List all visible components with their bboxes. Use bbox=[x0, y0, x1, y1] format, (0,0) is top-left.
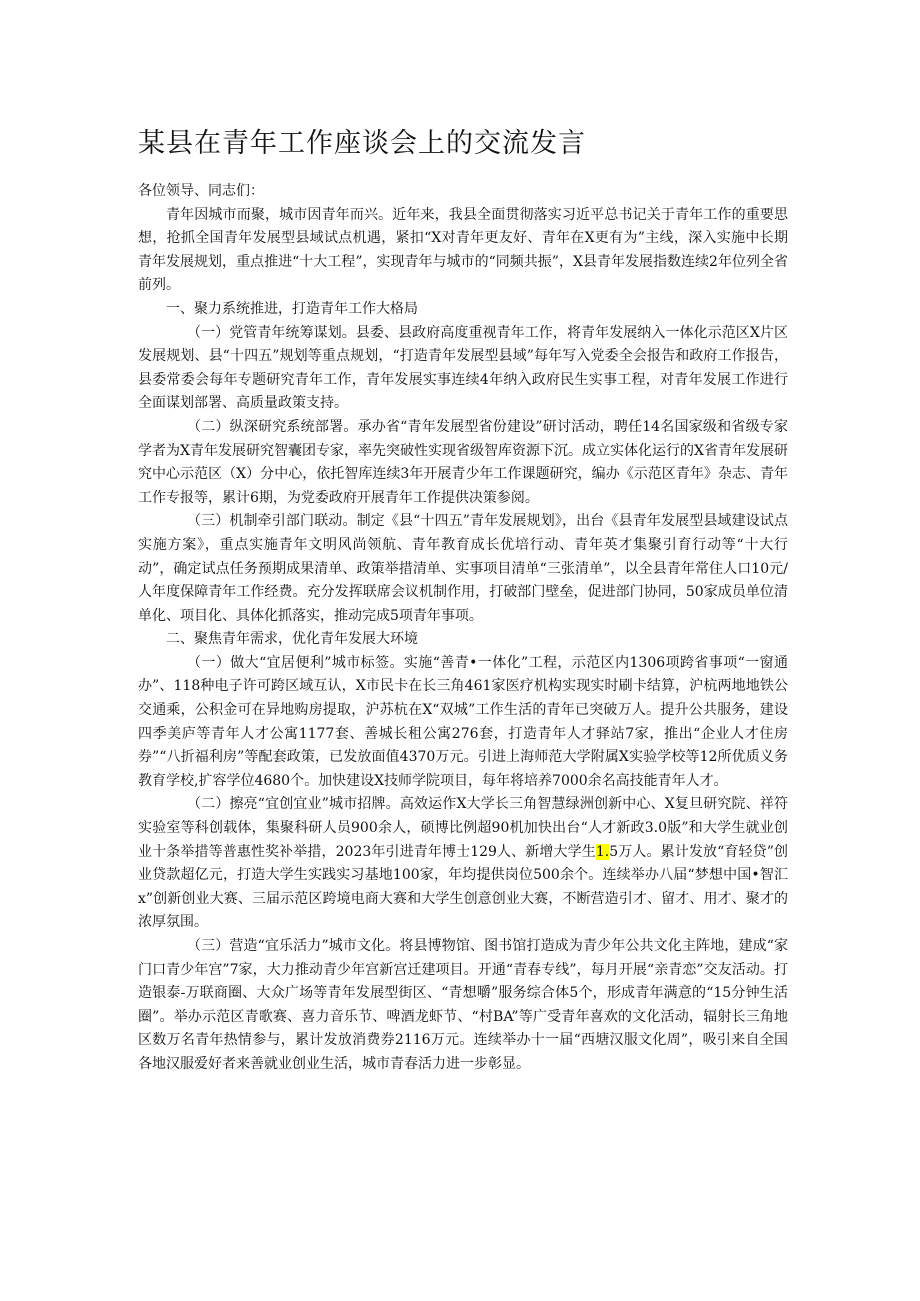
section-1-heading: 一、聚力系统推进，打造青年工作大格局 bbox=[166, 300, 418, 317]
document-body bbox=[138, 180, 788, 1077]
section-2-paragraph-1: （一）做大“宜居便利”城市标签。实施“善青•一体化”工程，示范区内1306项跨省事项“一窗通办”、118种电子许可跨区域互认，X市民卡在长三角461家医疗机构实现实时刷卡结算，沪杭两地地铁公交通乘，公积金可在异地购房提取，沪苏杭在X“双城”工作生活的青年已突破万人。提升公共服务，建设四季美庐等青年人才公寓1177套、善城长租公寓276套，打造青年人才驿站7家，推出“企业人才住房券”“八折福利房”等配套政策，已发放面值4370万元。引进上海师范大学附属X实验学校等12所优质义务教育学校,扩容学位4680个。加快建设X技师学院项目，每年将培养7000余名高技能青年人才。 bbox=[138, 654, 788, 789]
highlighted-text: 1. bbox=[595, 843, 610, 860]
document-title: 某县在青年工作座谈会上的交流发言 bbox=[138, 128, 586, 159]
section-2-paragraph-3: （三）营造“宜乐活力”城市文化。将县博物馆、图书馆打造成为青少年公共文化主阵地，建成“家门口青少年宫”7家，大力推动青少年宫新宫迁建项目。开通“青春专线”，每月开展“亲青恋”交友活动。打造银泰-万联商圈、大众广场等青年发展型街区、“青想嚼”服务综合体5个，形成青年满意的“15分钟生活圈”。举办示范区青歌赛、喜力音乐节、啤酒龙虾节、“村BA”等广受青年喜欢的文化活动，辐射长三角地区数万名青年热情参与，累计发放消费券2116万元。连续举办十一届“西塘汉服文化周”，吸引来自全国各地汉服爱好者来善就业创业生活，城市青春活力进一步彰显。 bbox=[138, 938, 788, 1072]
paragraph-text-after-highlight: 5万人。累计发放“育轻贷”创业贷款超亿元，打造大学生实践实习基地100家，年均提供岗位500余个。连续举办八届“梦想中国•智汇x”创新创业大赛、三届示范区跨境电商大赛和大学生创意创业大赛，不断营造引才、留才、用才、聚才的浓厚氛围。 bbox=[138, 843, 788, 931]
section-1-paragraph-1: （一）党管青年统筹谋划。县委、县政府高度重视青年工作，将青年发展纳入一体化示范区X片区发展规划、县“十四五”规划等重点规划，“打造青年发展型县域”每年写入党委全会报告和政府工作报告，县委常委会每年专题研究青年工作，青年发展实事连续4年纳入政府民生实事工程，对青年发展工作进行全面谋划部署、高质量政策支持。 bbox=[138, 324, 788, 412]
intro-paragraph: 青年因城市而聚，城市因青年而兴。近年来，我县全面贯彻落实习近平总书记关于青年工作的重要思想，抢抓全国青年发展型县域试点机遇，紧扣“X对青年更友好、青年在X更有为”主线，深入实施中长期青年发展规划，重点推进“十大工程”，实现青年与城市的“同频共振”，X县青年发展指数连续2年位列全省前列。 bbox=[138, 206, 788, 294]
section-2-paragraph-2 bbox=[138, 793, 788, 935]
section-2-heading: 二、聚焦青年需求，优化青年发展大环境 bbox=[166, 631, 418, 648]
paragraph-text-before-highlight: （二）擦亮“宜创宜业”城市招牌。高效运作X大学长三角智慧绿洲创新中心、X复旦研究院、祥符实验室等科创载体，集聚科研人员900余人，硕博比例超90机加快出台“人才新政3.0版”和大学生就业创业十条举措等普惠性奖补举措，2023年引进青年博士129人、新增大学生 bbox=[138, 796, 788, 860]
section-1-paragraph-2: （二）纵深研究系统部署。承办省“青年发展型省份建设”研讨活动，聘任14名国家级和省级专家学者为X青年发展研究智囊团专家，率先突破性实现省级智库资源下沉。成立实体化运行的X省青年发展研究中心示范区（X）分中心，依托智库连续3年开展青少年工作课题研究，编办《示范区青年》杂志、青年工作专报等，累计6期，为党委政府开展青年工作提供决策参阅。 bbox=[138, 418, 788, 506]
section-1-paragraph-3: （三）机制牵引部门联动。制定《县“十四五”青年发展规划》，出台《县青年发展型县域建设试点实施方案》，重点实施青年文明风尚领航、青年教育成长优培行动、青年英才集聚引育行动等“十大行动”，确定试点任务预期成果清单、政策举措清单、实事项目清单“三张清单”，以全县青年常住人口10元/人年度保障青年工作经费。充分发挥联席会议机制作用，打破部门壁垒，促进部门协同，50家成员单位清单化、项目化、具体化抓落实，推动完成5项青年事项。 bbox=[138, 513, 788, 624]
salutation: 各位领导、同志们： bbox=[138, 183, 264, 199]
